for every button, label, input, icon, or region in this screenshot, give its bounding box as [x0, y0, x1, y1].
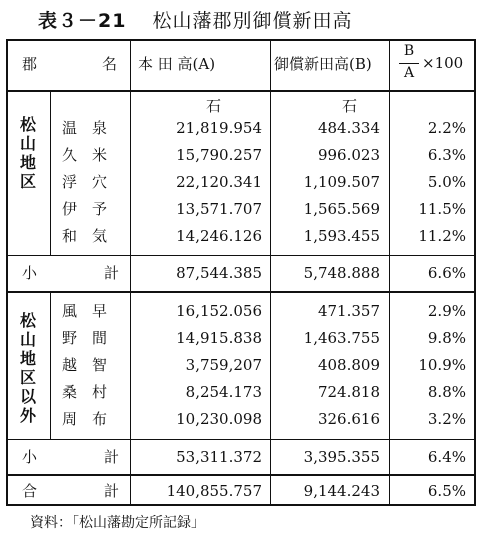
- subtotal1-divider: [6, 291, 476, 293]
- ratio-numerator: B: [403, 43, 415, 59]
- value-a: 21,819.954: [176, 119, 262, 137]
- ratio-denominator: A: [403, 65, 415, 81]
- value-b: 408.809: [317, 356, 380, 374]
- gun-name: 野 間: [62, 329, 108, 347]
- subtotal-value-a: 53,311.372: [176, 448, 262, 466]
- gun-name: 浮 穴: [62, 173, 108, 191]
- subtotal-label-left: 小: [22, 264, 38, 282]
- header-ratio: [394, 43, 474, 87]
- gun-name: 風 早: [62, 302, 108, 320]
- total-value-b: 9,144.243: [303, 482, 380, 500]
- total-value-a: 140,855.757: [166, 482, 262, 500]
- subtotal-label-right: 計: [104, 448, 120, 466]
- value-b: 996.023: [317, 146, 380, 164]
- header-col-b: 御償新田高(B): [274, 55, 372, 73]
- subtotal-ratio: 6.4%: [427, 448, 466, 466]
- value-ratio: 6.3%: [427, 146, 466, 164]
- gun-name: 桑 村: [62, 383, 108, 401]
- value-a: 3,759,207: [185, 356, 262, 374]
- fraction-bar: [399, 63, 419, 64]
- gun-name: 温 泉: [62, 119, 108, 137]
- value-ratio: 5.0%: [427, 173, 466, 191]
- header-na: 名: [102, 55, 118, 73]
- value-b: 1,565.569: [303, 200, 380, 218]
- value-a: 15,790.257: [176, 146, 262, 164]
- region-divider-2: [50, 293, 51, 439]
- subtotal-value-b: 5,748.888: [303, 264, 380, 282]
- value-a: 10,230.098: [176, 410, 262, 428]
- total-label-right: 計: [104, 482, 120, 500]
- value-ratio: 9.8%: [427, 329, 466, 347]
- total-label-left: 合: [22, 482, 38, 500]
- value-b: 724.818: [317, 383, 380, 401]
- table-left-border: [6, 39, 8, 506]
- gun-name: 和 気: [62, 227, 108, 245]
- value-ratio: 2.9%: [427, 302, 466, 320]
- value-b: 1,593.455: [303, 227, 380, 245]
- ratio-multiplier: ×100: [422, 54, 464, 72]
- table-caption: 松山藩郡別御償新田高: [152, 10, 353, 32]
- value-ratio: 11.2%: [418, 227, 466, 245]
- source-footnote: 資料：「松山藩勘定所記録」: [30, 515, 205, 531]
- value-b: 1,109.507: [303, 173, 380, 191]
- group2-divider: [6, 439, 476, 440]
- col-divider-a: [270, 39, 271, 506]
- group1-divider: [6, 255, 476, 256]
- table-right-border: [474, 39, 476, 506]
- table-bottom-border: [6, 504, 476, 506]
- region-label-outside-matsuyama: 松 山 地 区 以 外: [19, 311, 36, 425]
- data-table: [6, 39, 476, 506]
- value-b: 326.616: [317, 410, 380, 428]
- value-b: 1,463.755: [303, 329, 380, 347]
- value-ratio: 8.8%: [427, 383, 466, 401]
- unit-a: 石: [206, 97, 222, 115]
- gun-name: 久 米: [62, 146, 108, 164]
- value-ratio: 11.5%: [418, 200, 466, 218]
- value-ratio: 3.2%: [427, 410, 466, 428]
- gun-name: 越 智: [62, 356, 108, 374]
- col-divider-b: [389, 39, 390, 506]
- value-ratio: 10.9%: [418, 356, 466, 374]
- value-a: 16,152.056: [176, 302, 262, 320]
- value-a: 13,571.707: [176, 200, 262, 218]
- header-divider: [6, 90, 476, 92]
- value-a: 8,254.173: [185, 383, 262, 401]
- value-a: 22,120.341: [176, 173, 262, 191]
- header-col-a: 本 田 高(A): [138, 55, 216, 73]
- table-top-border: [6, 39, 476, 41]
- col-divider-name: [130, 39, 131, 506]
- unit-b: 石: [342, 97, 358, 115]
- value-b: 471.357: [317, 302, 380, 320]
- value-ratio: 2.2%: [427, 119, 466, 137]
- subtotal-value-b: 3,395.355: [303, 448, 380, 466]
- value-a: 14,915.838: [176, 329, 262, 347]
- table-number: 表３－21: [38, 10, 127, 32]
- region-label-matsuyama: 松 山 地 区: [19, 115, 36, 191]
- table-title: [38, 6, 458, 34]
- header-gun: 郡: [22, 55, 38, 73]
- subtotal-ratio: 6.6%: [427, 264, 466, 282]
- subtotal-value-a: 87,544.385: [176, 264, 262, 282]
- subtotal-label-left: 小: [22, 448, 38, 466]
- gun-name: 周 布: [62, 410, 108, 428]
- subtotal-label-right: 計: [104, 264, 120, 282]
- subtotal2-divider: [6, 474, 476, 476]
- gun-name: 伊 予: [62, 200, 108, 218]
- region-divider-1: [50, 92, 51, 255]
- value-a: 14,246.126: [176, 227, 262, 245]
- total-ratio: 6.5%: [427, 482, 466, 500]
- value-b: 484.334: [317, 119, 380, 137]
